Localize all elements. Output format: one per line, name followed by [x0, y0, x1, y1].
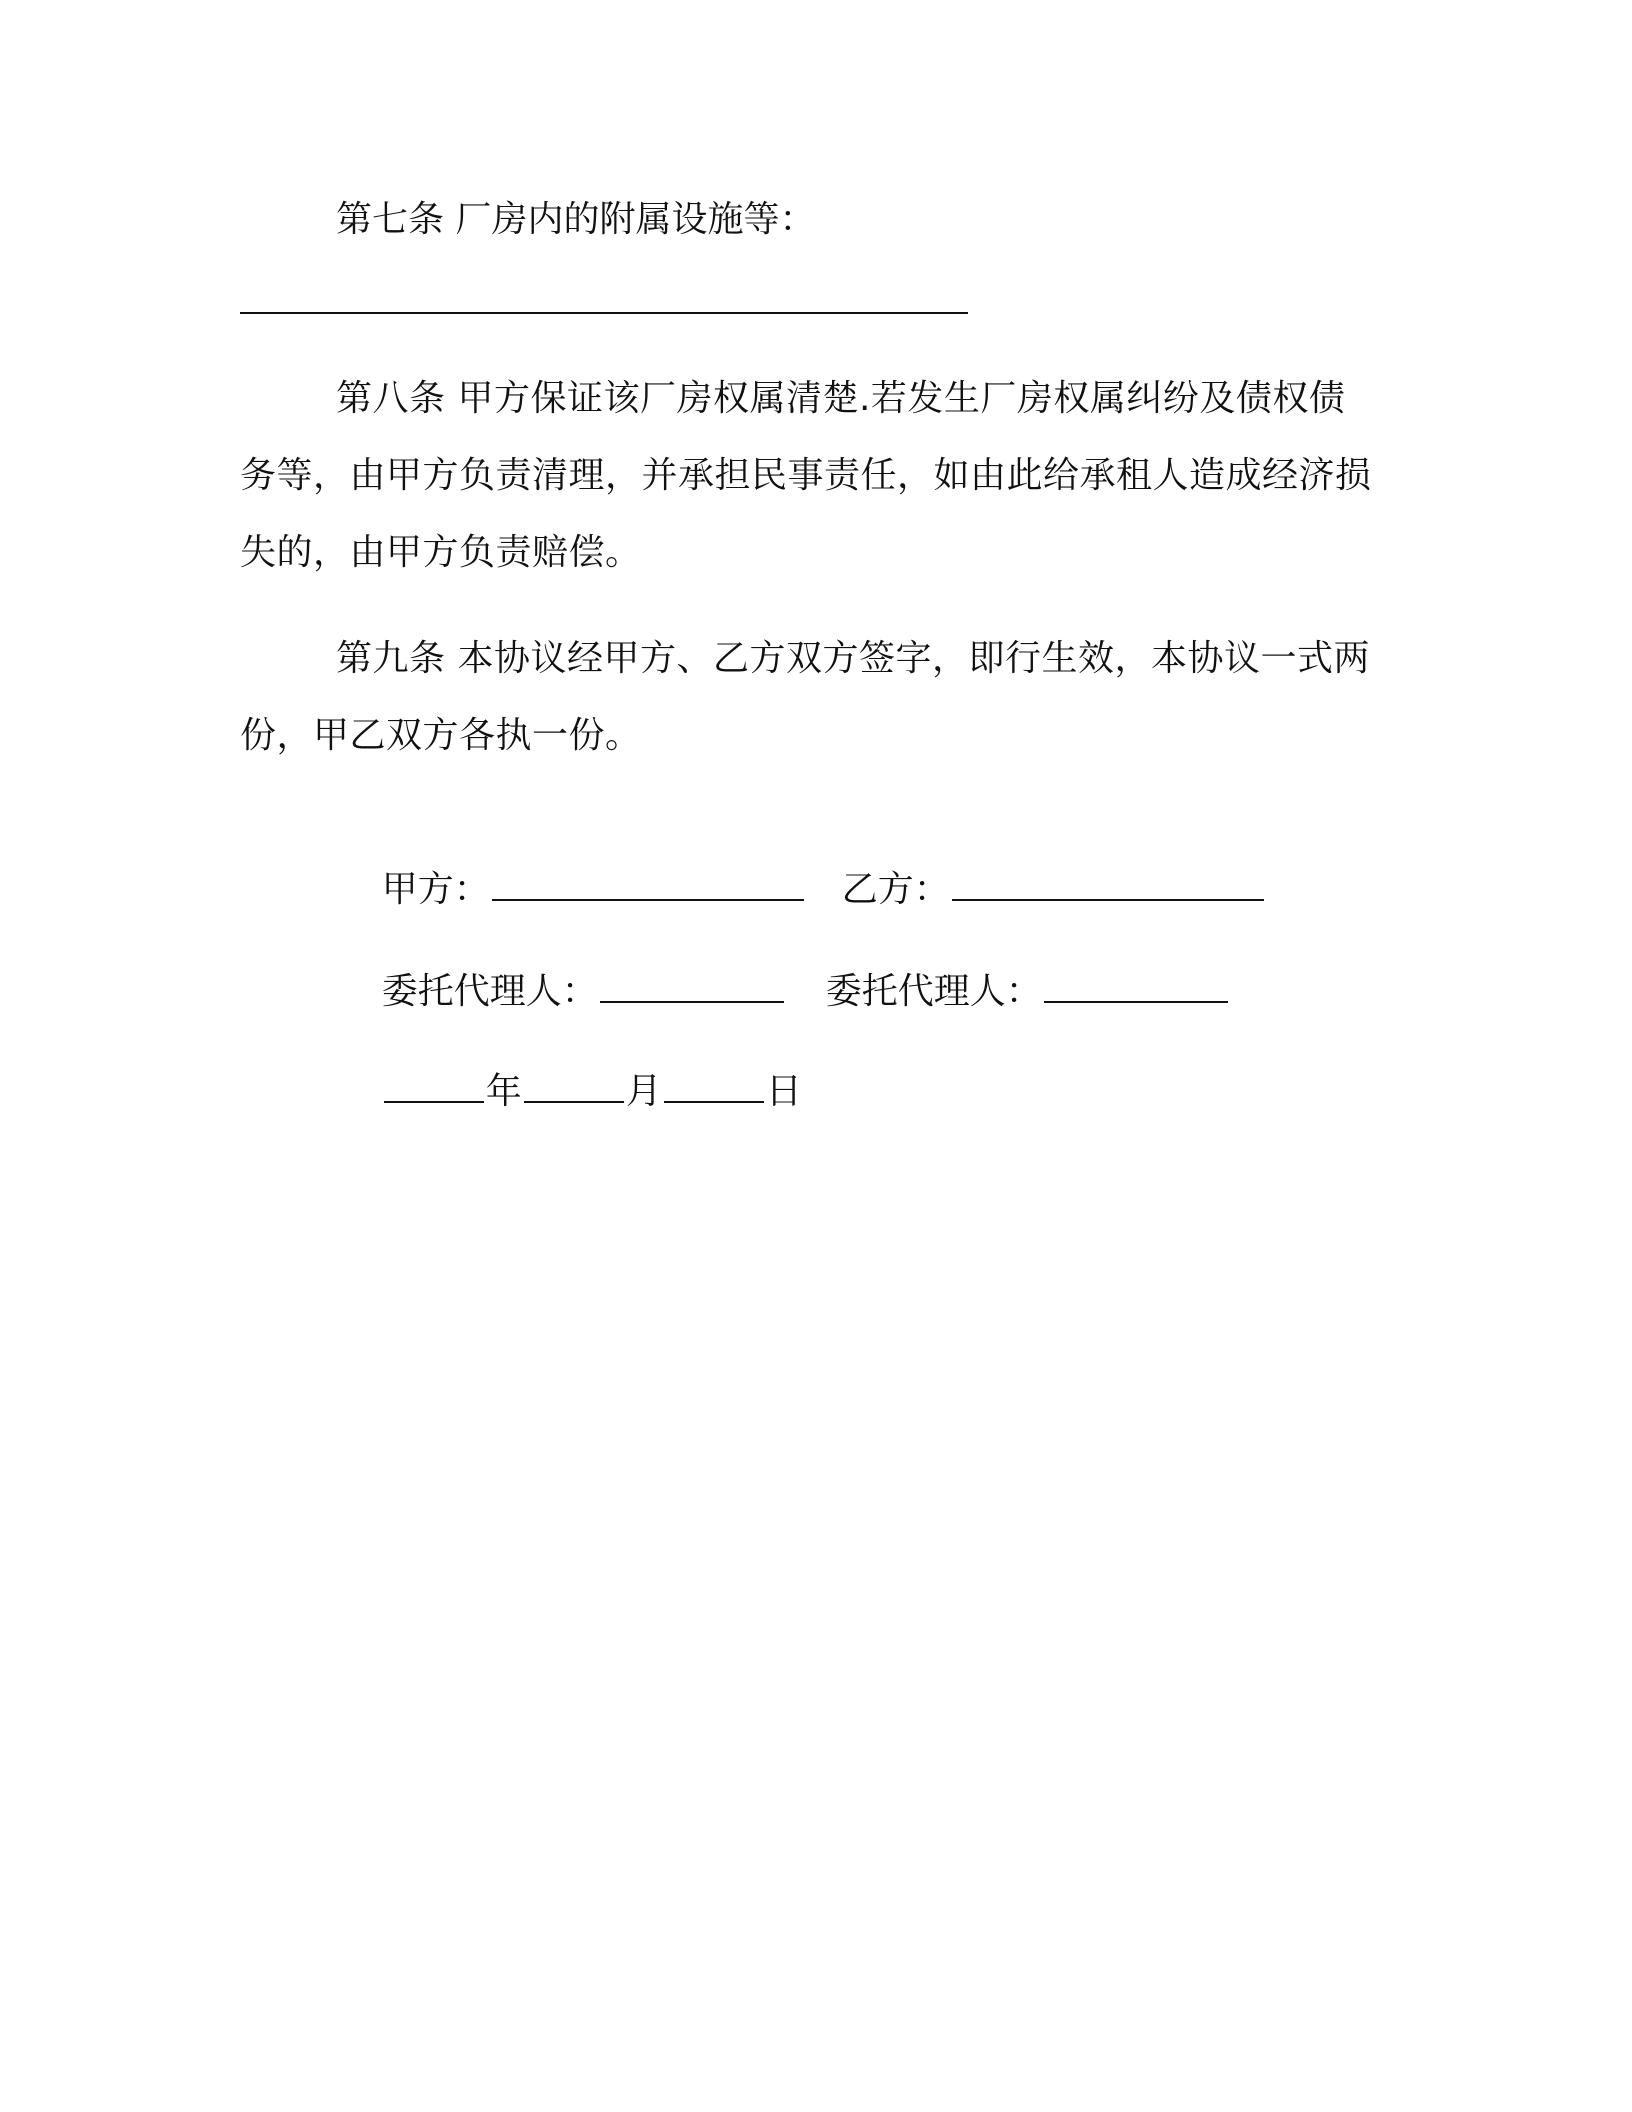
agent-a-blank	[600, 971, 784, 1003]
agent-a-label: 委托代理人：	[381, 971, 598, 1012]
month-label: 月	[625, 1071, 662, 1112]
agent-b-blank	[1044, 971, 1228, 1003]
day-label: 日	[765, 1071, 802, 1112]
month-blank	[524, 1071, 624, 1103]
party-a-label: 甲方：	[381, 869, 490, 910]
party-b-label: 乙方：	[841, 869, 950, 910]
day-blank	[664, 1071, 764, 1103]
article-7-title: 第七条 厂房内的附属设施等：	[336, 199, 816, 240]
party-b-blank	[952, 869, 1264, 901]
article-8-paragraph: 第八条 甲方保证该厂房权属清楚.若发生厂房权属纠纷及债权债务等，由甲方负责清理，并承担民事责任，如由此给承租人造成经济损失的，由甲方负责赔偿。	[240, 378, 1372, 573]
agent-b-label: 委托代理人：	[825, 971, 1042, 1012]
article-9-paragraph: 第九条 本协议经甲方、乙方双方签字，即行生效，本协议一式两份，甲乙双方各执一份。	[240, 638, 1370, 756]
article-7-blank-line	[240, 312, 968, 314]
year-blank	[384, 1071, 484, 1103]
party-a-blank	[492, 869, 804, 901]
year-label: 年	[485, 1071, 522, 1112]
agent-b-signature-line	[780, 920, 1230, 1064]
date-line	[336, 1020, 802, 1164]
